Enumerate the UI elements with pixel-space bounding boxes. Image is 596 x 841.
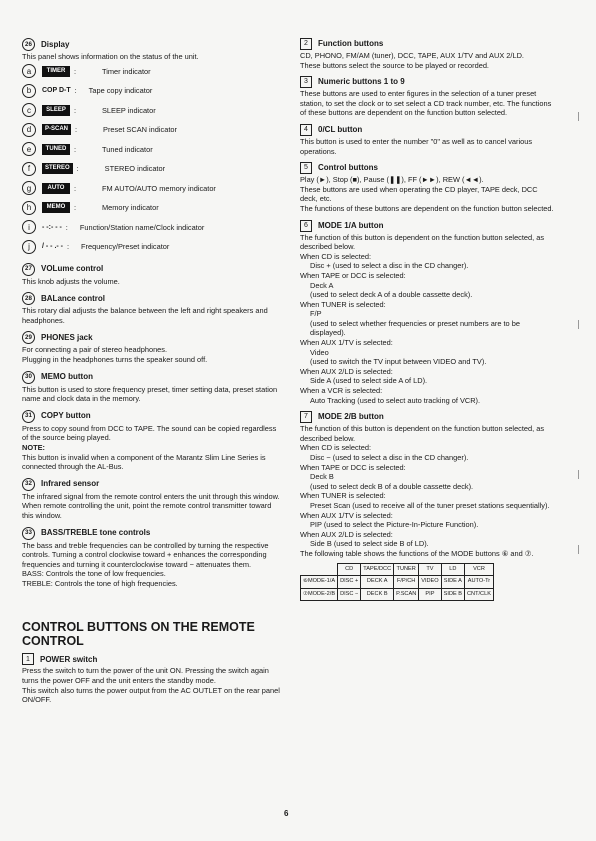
page-number: 6 [284,809,289,818]
table-header-cell [301,563,338,576]
indicator-row: h MEMO : Memory indicator [22,198,282,218]
table-cell: ⑦MODE-2/B [301,588,338,601]
memo-indicator-badge: MEMO [42,202,70,213]
indicator-row: e TUNED : Tuned indicator [22,140,282,160]
section-heading: Control buttons [318,163,378,173]
table-cell: VIDEO [419,576,441,589]
condition-text: When AUX 2/LD is selected: [300,366,393,376]
section-copy [22,410,282,472]
condition-note: (used to select deck A of a double cassette deck). [310,290,473,300]
right-column [300,38,554,607]
item-number: 4 [300,124,312,136]
condition-note: (used to switch the TV input between VIDEO and TV). [310,357,487,367]
condition-text: When a VCR is selected: [300,386,383,396]
condition-text: When TAPE or DCC is selected: [300,462,406,472]
condition-text: When TUNER is selected: [300,491,386,501]
indicator-letter: h [22,201,36,215]
condition-value: Preset Scan (used to receive all of the tuner preset stations sequentially). [310,500,550,510]
item-number: 28 [22,292,35,305]
indicator-row: a TIMER : Timer indicator [22,62,282,82]
table-row [301,576,494,589]
item-number: 2 [300,38,312,50]
condition-text: When CD is selected: [300,251,372,261]
table-cell: F/P/CH [394,576,419,589]
section-heading: POWER switch [40,654,98,664]
table-header-cell: CD [338,563,361,576]
section-text: The bass and treble frequencies can be controlled by turning the respective controls. Turning a control clockwise toward + enhances the corresponding frequencies and turning it counterclockwise toward − attenuates them. [22,540,269,569]
table-row [301,588,494,601]
condition-value: Deck A [310,280,334,290]
item-number: 3 [300,76,312,88]
table-header-row [301,563,494,576]
section-heading: COPY button [41,411,91,421]
indicator-description: Timer indicator [102,66,151,76]
item-number: 31 [22,410,35,423]
table-header-cell: TAPE/DCC [361,563,394,576]
section-text: This switch also turns the power output from the AC OUTLET on the rear panel ON/OFF. [22,685,280,705]
section-memo [22,371,282,404]
section-text: Press the switch to turn the power of the unit ON. Pressing the switch again turns the power OFF and the unit enters the standby mode. [22,666,269,686]
section-heading: Infrared sensor [41,479,100,489]
indicator-letter: c [22,103,36,117]
section-heading: MODE 2/B button [318,412,384,422]
left-column [22,38,282,711]
condition-text: When AUX 1/TV is selected: [300,510,393,520]
condition-note: (used to select deck B of a double cassette deck). [310,481,474,491]
condition-value: Video [310,347,329,357]
section-infrared [22,478,282,521]
timer-indicator-badge: TIMER [42,66,70,77]
section-0cl-button [300,124,554,156]
condition-text: When CD is selected: [300,443,372,453]
condition-text: When TAPE or DCC is selected: [300,270,406,280]
condition-text: When TUNER is selected: [300,299,386,309]
note-label: NOTE: [22,442,45,452]
stereo-indicator-badge: STEREO [42,163,73,174]
indicator-letter: i [22,220,36,234]
table-cell: SIDE B [441,588,464,601]
indicator-description: Function/Station name/Clock indicator [79,222,205,232]
section-text: Press to copy sound from DCC to TAPE. The sound can be copied regardless of the source being played. [22,423,277,443]
table-cell: SIDE A [441,576,464,589]
condition-value: Disc + (used to select a disc in the CD changer). [310,261,469,271]
section-heading: PHONES jack [41,333,93,343]
margin-mark [578,545,579,554]
item-number: 6 [300,220,312,232]
tuned-indicator-badge: TUNED [42,144,70,155]
indicator-letter: e [22,142,36,156]
condition-text: When AUX 2/LD is selected: [300,529,393,539]
margin-mark [578,470,579,479]
section-text: Play (►), Stop (■), Pause (❚❚), FF (►►), REW (◄◄). [300,175,484,185]
table-cell: P.SCAN [394,588,419,601]
indicator-description: Tape copy indicator [88,86,153,96]
section-numeric-buttons [300,76,554,118]
section-text: These buttons select the source to be played or recorded. [300,60,489,70]
indicator-row: c SLEEP : SLEEP indicator [22,101,282,121]
section-text: This knob adjusts the volume. [22,276,120,286]
section-text: CD, PHONO, FM/AM (tuner), DCC, TAPE, AUX 1/TV and AUX 2/LD. [300,51,524,60]
condition-note: (used to select whether frequencies or preset numbers are to be displayed). [310,318,520,338]
indicator-letter: d [22,123,36,137]
condition-value: Auto Tracking (used to select auto tracking of VCR). [310,395,481,405]
item-number: 7 [300,411,312,423]
section-mode2-button [300,411,554,601]
section-heading: VOLume control [41,264,104,274]
section-bass-treble [22,527,282,589]
item-number: 5 [300,162,312,174]
indicator-row: f STEREO : STEREO indicator [22,159,282,179]
remote-heading: CONTROL BUTTONS ON THE REMOTE CONTROL [22,620,255,649]
section-heading: BALance control [41,293,106,303]
mode-buttons-table [300,563,494,602]
section-heading: 0/CL button [318,125,363,135]
indicator-letter: f [22,162,36,176]
indicator-letter: g [22,181,36,195]
section-text: This button is used to enter the number "0" as well as to cancel various operations. [300,136,533,156]
section-phones [22,331,282,364]
table-header-cell: VCR [465,563,494,576]
item-number: 1 [22,653,34,665]
section-text: This button is used to store frequency preset, timer setting data, preset station name and clock data in the memory. [22,384,278,404]
section-balance [22,292,282,325]
indicator-description: FM AUTO/AUTO memory indicator [102,183,216,193]
section-volume [22,263,282,287]
display-section [22,38,282,257]
display-intro: This panel shows information on the status of the unit. [22,52,199,61]
indicator-description: STEREO indicator [104,164,166,174]
indicator-row: i - -:- - - : Function/Station name/Clock indicator [22,218,282,238]
table-cell: ⑥MODE-1/A [301,576,338,589]
segment-indicator-glyph: / - - .- - [42,243,63,251]
table-header-cell: TUNER [394,563,419,576]
section-text: The function of this button is dependent on the function button selected, as described below. [300,232,545,252]
sleep-indicator-badge: SLEEP [42,105,70,116]
section-text: Plugging in the headphones turns the speaker sound off. [22,354,208,364]
section-text: The function of this button is dependent on the function button selected, as described below. [300,424,545,443]
table-intro: The following table shows the functions of the MODE buttons ⑥ and ⑦. [300,548,534,558]
table-cell: AUTO-Tr [465,576,494,589]
section-heading: MODE 1/A button [318,220,384,230]
margin-mark [578,112,579,121]
indicator-letter: a [22,64,36,78]
condition-value: Side A (used to select side A of LD). [310,376,428,386]
section-heading: MEMO button [41,372,93,382]
table-header-cell: LD [441,563,464,576]
table-header-cell: TV [419,563,441,576]
margin-mark [578,320,579,329]
section-text: These buttons are used when operating the CD player, TAPE deck, DCC deck, etc. [300,184,538,204]
section-text: BASS: Controls the tone of low frequencies. [22,569,166,579]
section-control-buttons [300,162,554,213]
segment-indicator-glyph: - -:- - - [42,223,62,231]
section-heading: Function buttons [318,39,384,49]
section-text: These buttons are used to enter figures in the selection of a tuner preset station, to set the clock or to set select a CD track number, etc. The functions of these buttons are dependent on the function button selected. [300,89,552,118]
indicator-description: Frequency/Preset indicator [81,242,170,252]
section-power [22,653,282,704]
item-number: 33 [22,527,35,540]
table-cell: DISC + [338,576,361,589]
section-mode1-button [300,220,554,406]
display-heading: Display [41,39,70,49]
pscan-indicator-badge: P-SCAN [42,124,71,135]
section-heading: BASS/TREBLE tone controls [41,528,151,538]
auto-indicator-badge: AUTO [42,183,70,194]
indicator-row: b COP D-T : Tape copy indicator [22,81,282,101]
indicator-description: SLEEP indicator [102,105,156,115]
section-function-buttons [300,38,554,70]
item-number: 30 [22,371,35,384]
table-cell: DISC − [338,588,361,601]
section-text: For connecting a pair of stereo headphones. [22,345,168,355]
item-number: 32 [22,478,35,491]
item-number: 26 [22,38,35,51]
table-cell: DECK A [361,576,394,589]
condition-value: Deck B [310,472,334,482]
section-heading: Numeric buttons 1 to 9 [318,77,405,87]
table-cell: CNT/CLK [465,588,494,601]
indicator-row: j / - - .- - : Frequency/Preset indicator [22,237,282,257]
indicator-description: Preset SCAN indicator [103,125,177,135]
indicator-letter: b [22,84,36,98]
indicator-description: Memory indicator [102,203,159,213]
table-cell: DECK B [361,588,394,601]
section-text: TREBLE: Controls the tone of high frequencies. [22,578,178,588]
indicator-description: Tuned indicator [102,144,153,154]
indicator-row: d P-SCAN : Preset SCAN indicator [22,120,282,140]
condition-value: Disc − (used to select a disc in the CD changer). [310,453,469,462]
indicator-row: g AUTO : FM AUTO/AUTO memory indicator [22,179,282,199]
indicator-letter: j [22,240,36,254]
table-cell: PIP [419,588,441,601]
condition-value: F/P [310,309,322,319]
condition-value: Side B (used to select side B of LD). [310,539,429,549]
condition-text: When AUX 1/TV is selected: [300,338,393,348]
item-number: 29 [22,331,35,344]
section-text: The functions of these buttons are dependent on the function button selected. [300,203,554,213]
item-number: 27 [22,263,35,276]
section-text: This rotary dial adjusts the balance between the left and right speakers and headphones. [22,306,268,325]
section-text: The infrared signal from the remote control enters the unit through this window. When remote controlling the unit, point the remote control transmitter toward this window. [22,491,280,520]
section-text: This button is invalid when a component of the Marantz Slim Line Series is connected through the AL-Bus. [22,452,266,472]
copy-indicator-text: COP D-T [42,87,71,95]
condition-value: PIP (used to select the Picture-In-Picture Function). [310,520,479,530]
